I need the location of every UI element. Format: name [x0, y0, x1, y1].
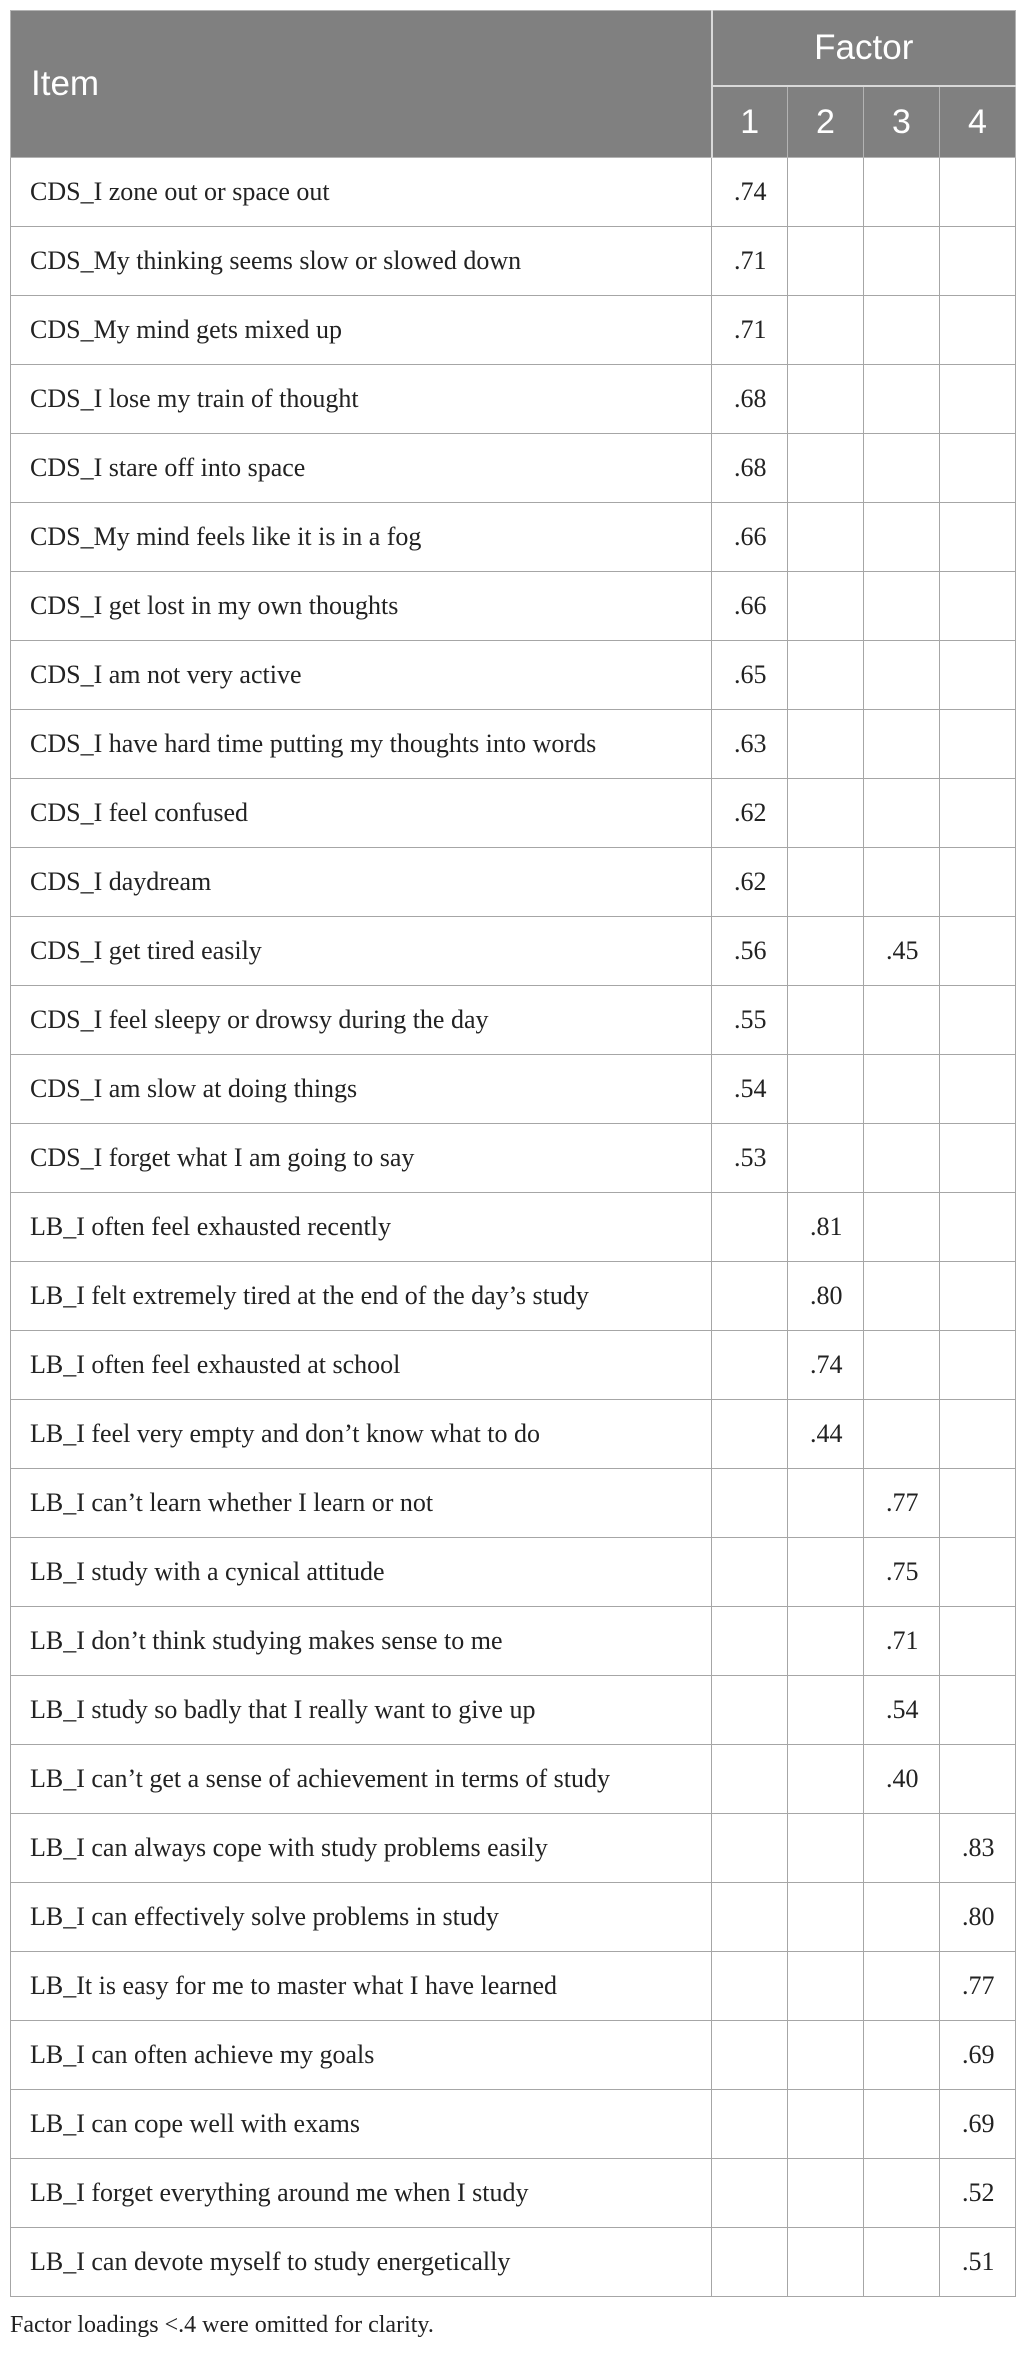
factor-4-header: 4: [940, 86, 1016, 158]
table-body: [11, 158, 1016, 2297]
table-row: [11, 2021, 1016, 2090]
table-row: [11, 365, 1016, 434]
factor-2-loading: [788, 1469, 864, 1538]
factor-1-loading: .63: [712, 710, 788, 779]
table-row: [11, 158, 1016, 227]
item-label: LB_I study so badly that I really want to give up: [11, 1676, 712, 1745]
item-label: CDS_I am not very active: [11, 641, 712, 710]
item-label: LB_I can’t learn whether I learn or not: [11, 1469, 712, 1538]
factor-3-loading: [864, 365, 940, 434]
factor-1-loading: .54: [712, 1055, 788, 1124]
table-row: [11, 1124, 1016, 1193]
factor-1-loading: .71: [712, 227, 788, 296]
factor-1-loading: [712, 1814, 788, 1883]
factor-1-loading: .53: [712, 1124, 788, 1193]
item-label: CDS_I am slow at doing things: [11, 1055, 712, 1124]
table-row: [11, 572, 1016, 641]
table-row: [11, 2228, 1016, 2297]
factor-1-loading: [712, 1676, 788, 1745]
factor-1-loading: [712, 2090, 788, 2159]
table-row: [11, 848, 1016, 917]
item-label: CDS_I zone out or space out: [11, 158, 712, 227]
item-label: CDS_My mind gets mixed up: [11, 296, 712, 365]
factor-1-loading: [712, 1400, 788, 1469]
item-label: LB_I can’t get a sense of achievement in terms of study: [11, 1745, 712, 1814]
factor-2-loading: [788, 917, 864, 986]
factor-2-loading: [788, 2159, 864, 2228]
factor-1-loading: .66: [712, 503, 788, 572]
factor-1-loading: [712, 2159, 788, 2228]
factor-3-loading: [864, 2021, 940, 2090]
factor-2-loading: [788, 1055, 864, 1124]
factor-2-loading: [788, 572, 864, 641]
factor-1-loading: .65: [712, 641, 788, 710]
factor-4-loading: [940, 1262, 1016, 1331]
factor-4-loading: [940, 1193, 1016, 1262]
factor-2-header: 2: [788, 86, 864, 158]
factor-3-loading: [864, 2159, 940, 2228]
factor-3-loading: [864, 848, 940, 917]
factor-2-loading: [788, 1676, 864, 1745]
item-label: CDS_I get lost in my own thoughts: [11, 572, 712, 641]
factor-3-loading: [864, 1883, 940, 1952]
item-label: LB_I often feel exhausted recently: [11, 1193, 712, 1262]
factor-4-loading: [940, 572, 1016, 641]
factor-3-loading: [864, 1952, 940, 2021]
table-row: [11, 1331, 1016, 1400]
item-label: LB_I can often achieve my goals: [11, 2021, 712, 2090]
factor-2-loading: [788, 641, 864, 710]
factor-4-loading: .52: [940, 2159, 1016, 2228]
factor-4-loading: [940, 503, 1016, 572]
item-label: CDS_I daydream: [11, 848, 712, 917]
factor-3-loading: [864, 779, 940, 848]
table-row: [11, 227, 1016, 296]
item-label: CDS_I have hard time putting my thoughts into words: [11, 710, 712, 779]
factor-3-loading: [864, 2228, 940, 2297]
table-row: [11, 1814, 1016, 1883]
factor-4-loading: .69: [940, 2090, 1016, 2159]
item-label: LB_I felt extremely tired at the end of the day’s study: [11, 1262, 712, 1331]
factor-4-loading: [940, 986, 1016, 1055]
factor-1-loading: .56: [712, 917, 788, 986]
factor-2-loading: [788, 434, 864, 503]
factor-4-loading: .77: [940, 1952, 1016, 2021]
item-label: CDS_I lose my train of thought: [11, 365, 712, 434]
table-row: [11, 1676, 1016, 1745]
factor-1-loading: .62: [712, 779, 788, 848]
factor-2-loading: [788, 2021, 864, 2090]
table-row: [11, 2159, 1016, 2228]
factor-4-loading: [940, 779, 1016, 848]
factor-2-loading: [788, 1814, 864, 1883]
factor-2-loading: [788, 2090, 864, 2159]
table-row: [11, 1262, 1016, 1331]
item-label: CDS_I feel confused: [11, 779, 712, 848]
item-column-header: Item: [11, 11, 712, 158]
factor-4-loading: [940, 1124, 1016, 1193]
factor-2-loading: [788, 1538, 864, 1607]
table-row: [11, 1193, 1016, 1262]
factor-3-loading: [864, 1400, 940, 1469]
factor-4-loading: .83: [940, 1814, 1016, 1883]
item-label: LB_I forget everything around me when I study: [11, 2159, 712, 2228]
table-row: [11, 1400, 1016, 1469]
factor-1-loading: [712, 1883, 788, 1952]
factor-3-loading: [864, 2090, 940, 2159]
item-label: LB_I can effectively solve problems in study: [11, 1883, 712, 1952]
factor-3-loading: [864, 1124, 940, 1193]
factor-2-loading: [788, 1745, 864, 1814]
factor-3-loading: [864, 1262, 940, 1331]
item-label: CDS_I get tired easily: [11, 917, 712, 986]
factor-3-loading: .45: [864, 917, 940, 986]
table-row: [11, 1952, 1016, 2021]
table-row: [11, 986, 1016, 1055]
item-label: LB_I can devote myself to study energetically: [11, 2228, 712, 2297]
factor-3-loading: .75: [864, 1538, 940, 1607]
item-label: CDS_I stare off into space: [11, 434, 712, 503]
factor-2-loading: .74: [788, 1331, 864, 1400]
factor-2-loading: [788, 227, 864, 296]
factor-4-loading: [940, 296, 1016, 365]
factor-4-loading: [940, 1055, 1016, 1124]
factor-1-loading: [712, 1952, 788, 2021]
factor-3-loading: [864, 710, 940, 779]
table-row: [11, 1538, 1016, 1607]
factor-2-loading: [788, 1952, 864, 2021]
factor-4-loading: [940, 1745, 1016, 1814]
factor-4-loading: [940, 158, 1016, 227]
factor-2-loading: [788, 1607, 864, 1676]
factor-2-loading: [788, 779, 864, 848]
factor-1-loading: [712, 2228, 788, 2297]
factor-1-loading: .55: [712, 986, 788, 1055]
factor-2-loading: .44: [788, 1400, 864, 1469]
factor-4-loading: [940, 434, 1016, 503]
table-row: [11, 710, 1016, 779]
factor-1-loading: .66: [712, 572, 788, 641]
factor-3-loading: [864, 641, 940, 710]
item-label: CDS_I forget what I am going to say: [11, 1124, 712, 1193]
factor-2-loading: [788, 986, 864, 1055]
factor-2-loading: .81: [788, 1193, 864, 1262]
factor-4-loading: [940, 1469, 1016, 1538]
table-row: [11, 1469, 1016, 1538]
factor-1-loading: .71: [712, 296, 788, 365]
factor-1-loading: [712, 1193, 788, 1262]
factor-4-loading: [940, 1400, 1016, 1469]
factor-3-loading: [864, 986, 940, 1055]
factor-3-loading: .71: [864, 1607, 940, 1676]
factor-1-loading: .68: [712, 434, 788, 503]
table-row: [11, 434, 1016, 503]
factor-3-loading: .54: [864, 1676, 940, 1745]
factor-loadings-table: [10, 10, 1016, 2297]
factor-3-header: 3: [864, 86, 940, 158]
table-row: [11, 503, 1016, 572]
table-row: [11, 1607, 1016, 1676]
factor-1-loading: [712, 1538, 788, 1607]
factor-4-loading: [940, 1607, 1016, 1676]
item-label: LB_It is easy for me to master what I have learned: [11, 1952, 712, 2021]
table-row: [11, 1883, 1016, 1952]
factor-4-loading: [940, 1331, 1016, 1400]
table-row: [11, 1055, 1016, 1124]
factor-3-loading: [864, 572, 940, 641]
factor-3-loading: [864, 503, 940, 572]
factor-1-loading: [712, 2021, 788, 2090]
factor-1-loading: [712, 1331, 788, 1400]
factor-3-loading: [864, 434, 940, 503]
factor-1-loading: [712, 1745, 788, 1814]
table-header: [11, 11, 1016, 158]
factor-1-loading: .74: [712, 158, 788, 227]
item-label: LB_I study with a cynical attitude: [11, 1538, 712, 1607]
table-row: [11, 296, 1016, 365]
item-label: LB_I can always cope with study problems easily: [11, 1814, 712, 1883]
factor-4-loading: [940, 365, 1016, 434]
factor-4-loading: [940, 710, 1016, 779]
factor-4-loading: [940, 1676, 1016, 1745]
item-label: CDS_I feel sleepy or drowsy during the day: [11, 986, 712, 1055]
factor-loadings-table-container: [10, 10, 1014, 2297]
factor-1-loading: .62: [712, 848, 788, 917]
table-row: [11, 1745, 1016, 1814]
factor-2-loading: [788, 365, 864, 434]
factor-2-loading: [788, 710, 864, 779]
factor-2-loading: [788, 158, 864, 227]
factor-4-loading: .51: [940, 2228, 1016, 2297]
factor-2-loading: [788, 2228, 864, 2297]
factor-3-loading: [864, 1055, 940, 1124]
item-label: CDS_My thinking seems slow or slowed down: [11, 227, 712, 296]
item-label: LB_I can cope well with exams: [11, 2090, 712, 2159]
factor-3-loading: [864, 1193, 940, 1262]
factor-4-loading: [940, 1538, 1016, 1607]
item-label: LB_I feel very empty and don’t know what to do: [11, 1400, 712, 1469]
factor-2-loading: .80: [788, 1262, 864, 1331]
table-row: [11, 917, 1016, 986]
factor-1-loading: .68: [712, 365, 788, 434]
factor-4-loading: [940, 641, 1016, 710]
factor-4-loading: [940, 227, 1016, 296]
factor-4-loading: [940, 848, 1016, 917]
factor-2-loading: [788, 296, 864, 365]
factor-1-header: 1: [712, 86, 788, 158]
factor-2-loading: [788, 1883, 864, 1952]
factor-4-loading: [940, 917, 1016, 986]
factor-1-loading: [712, 1469, 788, 1538]
factor-4-loading: .69: [940, 2021, 1016, 2090]
table-row: [11, 2090, 1016, 2159]
factor-2-loading: [788, 848, 864, 917]
factor-column-header: Factor: [712, 11, 1016, 87]
factor-3-loading: [864, 158, 940, 227]
factor-3-loading: .77: [864, 1469, 940, 1538]
item-label: LB_I often feel exhausted at school: [11, 1331, 712, 1400]
item-label: CDS_My mind feels like it is in a fog: [11, 503, 712, 572]
table-footnote: Factor loadings <.4 were omitted for clarity.: [10, 2312, 434, 2338]
item-label: LB_I don’t think studying makes sense to me: [11, 1607, 712, 1676]
table-row: [11, 641, 1016, 710]
factor-3-loading: [864, 1814, 940, 1883]
factor-4-loading: .80: [940, 1883, 1016, 1952]
factor-3-loading: .40: [864, 1745, 940, 1814]
factor-3-loading: [864, 1331, 940, 1400]
factor-2-loading: [788, 503, 864, 572]
factor-3-loading: [864, 296, 940, 365]
factor-2-loading: [788, 1124, 864, 1193]
table-row: [11, 779, 1016, 848]
factor-1-loading: [712, 1607, 788, 1676]
factor-3-loading: [864, 227, 940, 296]
factor-1-loading: [712, 1262, 788, 1331]
